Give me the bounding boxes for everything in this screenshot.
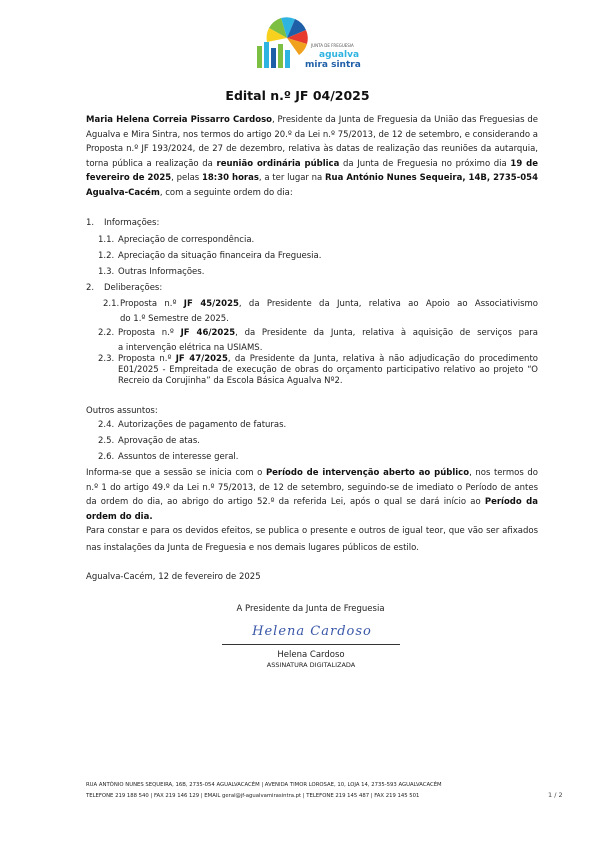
section-informacoes <box>86 216 159 231</box>
agenda-item <box>98 418 286 433</box>
item-number: 1.2. <box>98 251 115 261</box>
meeting-address: Rua António Nunes Sequeira, 14B, 2735-054 Agualva-Cacém <box>86 173 538 198</box>
item-text: Apreciação de correspondência. <box>118 235 255 245</box>
agenda-item <box>98 249 321 264</box>
intro-text-a: , Presidente da Junta de Freguesia da União das Freguesias de Agualva e Mira Sintra, nos termos do artigo 20.º da Lei n.º 75/2013, de 12 de setembro, e considerando a Proposta n.º JF 193/2024, de 27 de dezembro, relativa às datas de realização das reuniões da autarquia, torna pública a realização da <box>86 115 538 169</box>
president-name: Maria Helena Correia Pissarro Cardoso <box>86 115 272 125</box>
intro-text-c: , pelas <box>171 173 202 184</box>
section-label: Deliberações: <box>104 283 163 293</box>
intro-paragraph <box>86 113 538 201</box>
signatory-name: Helena Cardoso <box>277 650 345 660</box>
item-number: 2.6. <box>98 452 115 462</box>
meeting-date: 19 de fevereiro de 2025 <box>86 158 538 184</box>
junta-logo <box>253 16 373 72</box>
agenda-item <box>98 450 238 465</box>
p2-text-c: , nos termos do n.º 1 do artigo 49.º da Lei n.º 75/2013, de 12 de setembro, seguindo-se de imediato o Período de antes da ordem do dia, ao abrigo do artigo 52.º da referida Lei, após o qual se dará início ao <box>86 468 538 508</box>
item-text-c: , da Presidente da Junta, relativa à não adjudicação do procedimento E01/2025 - Empreitada de execução de obras do orçamento participativo relativo ao projeto “O Recreio da Corujinha” da Escola Básica Agualva Nº2. <box>118 354 538 386</box>
item-number: 2.3. <box>98 354 115 364</box>
intro-text-b: da Junta de Freguesia no próximo dia <box>339 158 511 169</box>
proposal-id: JF 47/2025 <box>175 354 228 364</box>
section-label: Informações: <box>104 218 160 228</box>
date-place: Agualva-Cacém, 12 de fevereiro de 2025 <box>86 572 261 582</box>
session-info-paragraph <box>86 466 538 524</box>
deliberation-item <box>98 354 538 387</box>
item-number: 1.3. <box>98 267 115 277</box>
agenda-item <box>98 233 254 248</box>
proposal-id: JF 46/2025 <box>180 328 236 338</box>
meeting-type: reunião ordinária pública <box>216 158 340 169</box>
logo-line3: mira sintra <box>305 60 361 70</box>
agenda-item <box>98 265 204 280</box>
page-footer <box>86 780 442 801</box>
handwritten-signature: Helena Cardoso <box>252 624 372 639</box>
deliberation-item <box>103 297 538 326</box>
footer-contacts-line: TELEFONE 219 188 540 | FAX 219 146 129 | EMAIL geral@jf-agualvamirasintra.pt | TELEFONE 219 145 487 | FAX 219 145 501 <box>86 792 420 799</box>
page-number: 1 / 2 <box>548 791 563 799</box>
item-text: Aprovação de atas. <box>118 436 200 446</box>
item-text-c: , da Presidente da Junta, relativa ao Apoio ao Associativismo <box>238 299 538 309</box>
p2-bold-d: Período da ordem do dia. <box>86 497 538 522</box>
footer-address-line: RUA ANTÓNIO NUNES SEQUEIRA, 16B, 2735-054 AGUALVACACÉM | AVENIDA TIMOR LOROSAE, 10, LOJA 14, 2735-593 AGUALVACACÉM <box>86 782 442 788</box>
item-text-a: Proposta n.º <box>118 354 176 364</box>
intro-text-d: , a ter lugar na <box>258 173 325 184</box>
item-text-c: , da Presidente da Junta, relativa à aquisição de serviços para <box>235 328 538 338</box>
p2-bold-b: Período de intervenção aberto ao público <box>265 468 470 478</box>
item-text: Outras Informações. <box>118 267 205 277</box>
signature-note: ASSINATURA DIGITALIZADA <box>266 661 356 669</box>
logo-line2: agualva <box>319 50 360 60</box>
intro-text-e: , com a seguinte ordem do dia: <box>159 187 293 198</box>
p2-text-a: Informa-se que a sessão se inicia com o <box>86 468 266 478</box>
signature-role: A Presidente da Junta de Freguesia <box>236 604 385 614</box>
signature-line <box>222 644 400 645</box>
item-text: Apreciação da situação financeira da Freguesia. <box>118 251 322 261</box>
logo-line1: JUNTA DE FREGUESIA <box>311 43 354 48</box>
item-text-a: Proposta n.º <box>118 328 181 338</box>
section-number: 1. <box>86 218 95 228</box>
item-text-d: a intervenção elétrica na USIAMS. <box>118 342 263 353</box>
item-number: 1.1. <box>98 235 115 245</box>
item-text-a: Proposta n.º <box>120 299 184 309</box>
item-text: Assuntos de interesse geral. <box>118 452 239 462</box>
item-text-d: do 1.º Semestre de 2025. <box>120 313 229 324</box>
deliberation-item <box>98 326 538 355</box>
item-text: Autorizações de pagamento de faturas. <box>118 420 287 430</box>
meeting-time: 18:30 horas <box>201 173 259 184</box>
item-number: 2.4. <box>98 420 115 430</box>
item-number: 2.2. <box>98 328 115 338</box>
section-number: 2. <box>86 283 95 293</box>
publication-paragraph: Para constar e para os devidos efeitos, se publica o presente e outros de igual teor, que vão ser afixados nas instalações da Junta de Freguesia e nos demais lugares públicos de estilo. <box>86 526 538 553</box>
document-title: Edital n.º JF 04/2025 <box>225 88 370 103</box>
other-matters-label: Outros assuntos: <box>86 406 158 416</box>
logo-mark <box>253 16 373 72</box>
section-deliberacoes <box>86 281 162 296</box>
agenda-item <box>98 434 200 449</box>
item-number: 2.5. <box>98 436 115 446</box>
item-number: 2.1. <box>103 299 120 309</box>
proposal-id: JF 45/2025 <box>183 299 239 309</box>
